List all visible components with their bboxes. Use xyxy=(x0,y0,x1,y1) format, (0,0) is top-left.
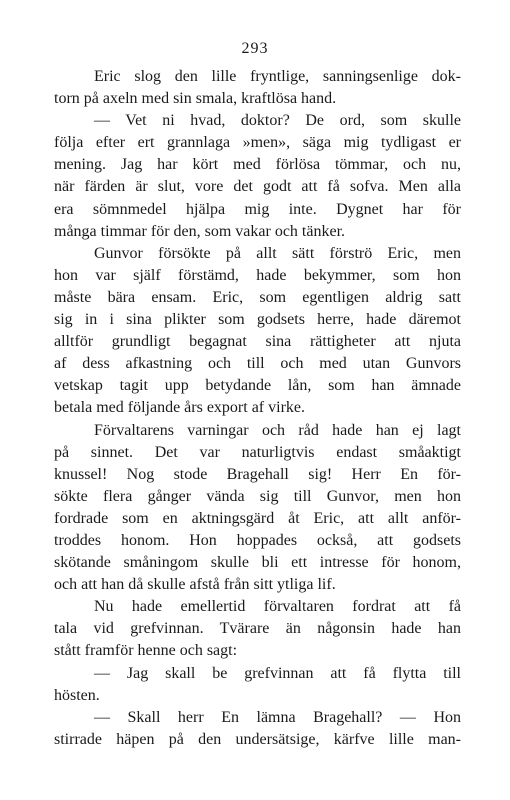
text-line: fordrade som en aktningsgärd åt Eric, att allt anför- xyxy=(54,509,461,527)
text-line: stått framför henne och sagt: xyxy=(54,642,238,660)
text-line: knussel! Nog stode Bragehall sig! Herr En för- xyxy=(54,465,461,483)
text-line: Nu hade emellertid förvaltaren fordrat att få xyxy=(94,598,461,616)
text-line: vetskap tagit upp betydande lån, som han ämnade xyxy=(54,377,461,395)
page-number: 293 xyxy=(241,40,269,57)
text-line: sökte flera gånger vända sig till Gunvor, men hon xyxy=(54,487,461,505)
text-line: och att han då skulle afstå från sitt ytliga lif. xyxy=(54,576,336,594)
text-line: torn på axeln med sin smala, kraftlösa hand. xyxy=(54,90,337,108)
body-text xyxy=(54,66,461,751)
text-line: hon var själf förstämd, hade bekymmer, som hon xyxy=(54,266,461,284)
text-line: era sömnmedel hjälpa mig inte. Dygnet har för xyxy=(54,200,461,218)
text-line: sig in i sina plikter som godsets herre, hade däremot xyxy=(54,311,461,329)
text-line: mening. Jag har kört med förlösa tömmar, och nu, xyxy=(54,156,461,174)
text-line: när färden är slut, vore det godt att få sofva. Men alla xyxy=(54,178,461,196)
text-line: på sinnet. Det var naturligtvis endast småaktigt xyxy=(54,443,461,461)
text-line: Gunvor försökte på allt sätt förströ Eric, men xyxy=(94,244,461,262)
text-line: följa efter ert grannlaga »men», säga mig tydligast er xyxy=(54,134,461,152)
text-line: troddes honom. Hon hoppades också, att godsets xyxy=(54,531,461,549)
text-line: — Skall herr En lämna Bragehall? — Hon xyxy=(94,708,461,726)
text-line: skötande småningom skulle bli ett intresse för honom, xyxy=(54,554,461,572)
text-line: — Vet ni hvad, doktor? De ord, som skulle xyxy=(94,112,461,130)
text-line: hösten. xyxy=(54,686,100,704)
text-line: — Jag skall be grefvinnan att få flytta till xyxy=(94,664,461,682)
text-line: Eric slog den lille fryntlige, sanningsenlige dok- xyxy=(94,68,461,85)
text-line: många timmar för den, som vakar och tänker. xyxy=(54,222,346,240)
text-line: af dess afkastning och till och med utan Gunvors xyxy=(54,355,461,373)
text-line: måste bära ensam. Eric, som egentligen aldrig satt xyxy=(54,288,461,306)
text-line: betala med följande års export af virke. xyxy=(54,399,305,417)
text-line: tala vid grefvinnan. Tvärare än någonsin hade han xyxy=(54,620,461,638)
text-line: Förvaltarens varningar och råd hade han ej lagt xyxy=(94,421,461,439)
text-line: stirrade häpen på den undersätsige, kärfve lille man- xyxy=(54,730,461,748)
text-line: alltför grundligt begagnat sina rättigheter att njuta xyxy=(54,333,461,351)
